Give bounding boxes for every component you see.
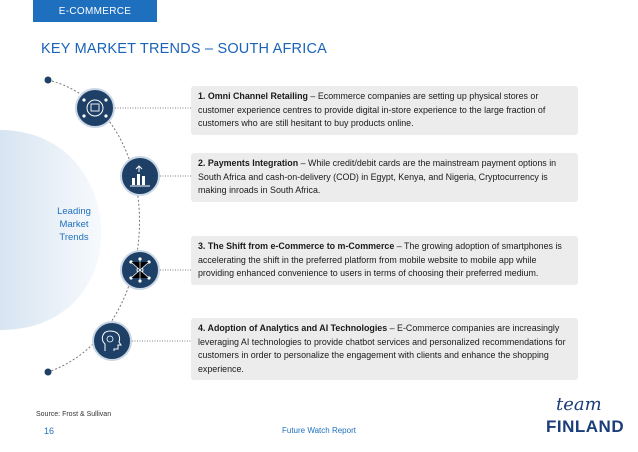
network-icon [121,251,159,289]
logo-team-text: team [556,394,602,415]
center-label [44,205,104,244]
trend-text: – E-Commerce companies are increasingly leveraging AI technologies to provide chatbot services and personalized recommendations for customers in order to personalize the engagement with clients and enhance the shopping experience. [198,323,566,374]
trend-text: – The growing adoption of smartphones is accelerating the shift in the preferred platform from mobile website to mobile app while providing enhanced convenience to users in terms of choosing their preferred medium. [198,241,562,279]
trend-text: – While credit/debit cards are the mainstream payment options in South Africa and cash-on-delivery (COD) in Egypt, Kenya, and Nigeria, Cryptocurrency is making inroads in South Africa. [198,158,557,196]
payments-icon [121,157,159,195]
page-title: KEY MARKET TRENDS – SOUTH AFRICA [41,41,327,57]
source-note: Source: Frost & Sullivan [36,411,112,418]
center-label-line: Trends [59,232,89,243]
trend-box-3 [191,236,578,285]
report-name: Future Watch Report [282,426,356,435]
arc-dot-top [45,77,52,84]
trend-heading: 1. Omni Channel Retailing [198,91,308,101]
center-label-line: Market [59,219,89,230]
trend-heading: 3. The Shift from e-Commerce to m-Commerce [198,241,395,251]
arc-dot-bottom [45,369,52,376]
team-finland-logo [546,396,626,438]
omnichannel-icon [76,89,114,127]
ai-head-icon [93,322,131,360]
trend-text: – Ecommerce companies are setting up physical stores or customer experience centres to provide digital in-store experience to the large fraction of customers who are still hesitant to buy products online. [198,91,546,129]
trend-box-1 [191,86,578,135]
trend-heading: 2. Payments Integration [198,158,299,168]
page-number: 16 [44,426,55,436]
trend-box-4 [191,318,578,380]
trend-heading: 4. Adoption of Analytics and AI Technologies [198,323,388,333]
trend-box-2 [191,153,578,202]
section-tag: E-COMMERCE [33,0,157,22]
logo-finland-text: FINLAND [546,417,625,436]
center-label-line: Leading [57,206,91,217]
